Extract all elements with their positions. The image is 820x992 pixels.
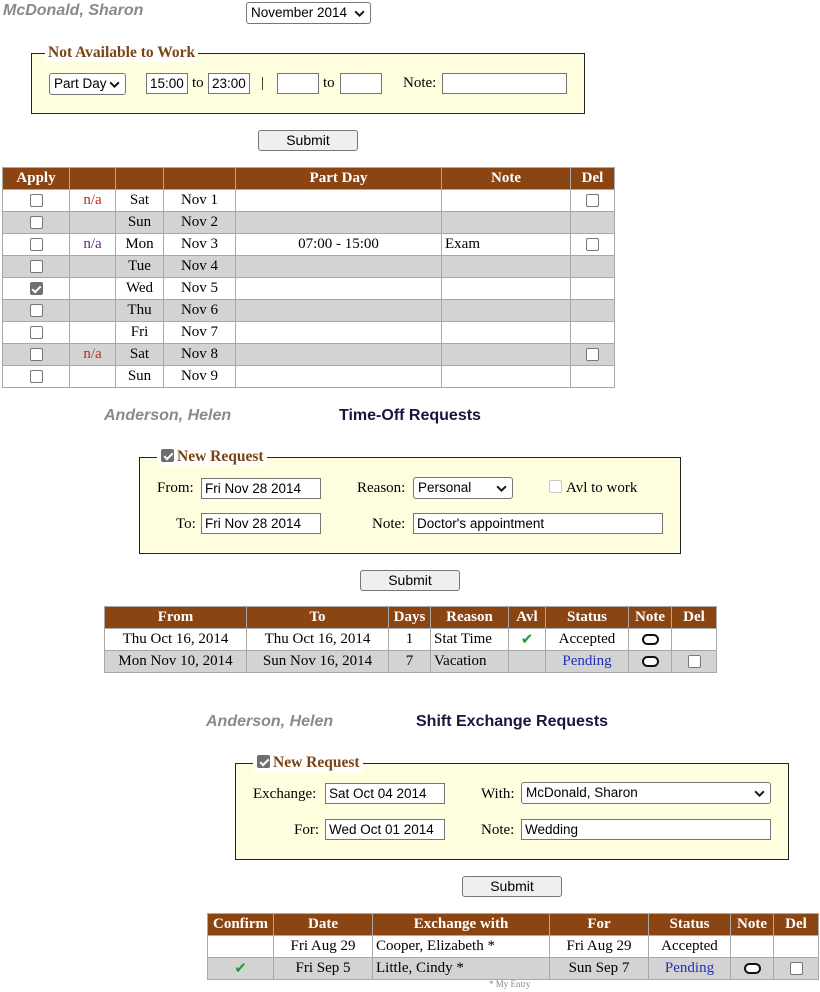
apply-checkbox[interactable] [30, 194, 43, 207]
note [442, 366, 571, 388]
apply-checkbox[interactable] [30, 238, 43, 251]
table-row [3, 234, 615, 256]
column-header-for: For [550, 914, 649, 936]
apply-checkbox[interactable] [30, 304, 43, 317]
with-employee-select[interactable] [521, 782, 771, 804]
column-header-days: Days [389, 607, 431, 629]
note [442, 300, 571, 322]
table-row [3, 300, 615, 322]
day-type-select[interactable] [49, 73, 126, 95]
to-date: Sun Nov 16, 2014 [247, 651, 389, 673]
submit-button[interactable]: Submit [258, 130, 358, 151]
availability-status: n/a [70, 190, 116, 212]
table-row [3, 344, 615, 366]
to-date-input[interactable]: Fri Nov 28 2014 [201, 513, 321, 534]
confirm-check-icon: ✔ [208, 958, 274, 980]
note [442, 256, 571, 278]
avl-to-work-label: Avl to work [566, 480, 638, 496]
reason: Stat Time [431, 629, 509, 651]
column-header-status: Status [546, 607, 629, 629]
column-header-del: Del [571, 168, 615, 190]
for-date: Fri Aug 29 [550, 936, 649, 958]
employee-name: Anderson, Helen [206, 713, 334, 730]
table-header-row [3, 168, 615, 190]
part-day [236, 190, 442, 212]
availability-table [2, 167, 615, 388]
date: Nov 7 [164, 322, 236, 344]
table-row [3, 212, 615, 234]
note-input[interactable]: Wedding [521, 819, 771, 840]
avl-to-work-checkbox[interactable] [549, 480, 562, 493]
apply-checkbox-cell [3, 190, 70, 212]
column-header-day [116, 168, 164, 190]
apply-checkbox-cell [3, 212, 70, 234]
apply-checkbox[interactable] [30, 282, 43, 295]
note-cell [731, 958, 774, 980]
note-icon[interactable] [744, 963, 761, 974]
date: Nov 6 [164, 300, 236, 322]
day-of-week: Sat [116, 344, 164, 366]
column-header-date [164, 168, 236, 190]
legend-label: New Request [177, 448, 264, 465]
column-header-date: Date [274, 914, 373, 936]
timeoff-table [104, 606, 717, 673]
employee-name: Anderson, Helen [104, 407, 232, 424]
to-time-input-2[interactable] [340, 73, 382, 94]
note [442, 322, 571, 344]
availability-status [70, 256, 116, 278]
part-day [236, 366, 442, 388]
from-time-input[interactable]: 15:00 [146, 73, 188, 94]
table-row [3, 366, 615, 388]
from-date-input[interactable]: Fri Nov 28 2014 [201, 478, 321, 499]
note: Exam [442, 234, 571, 256]
with-select-value: McDonald, Sharon [526, 785, 638, 800]
avl-check-icon: ✔ [509, 629, 546, 651]
day-of-week: Thu [116, 300, 164, 322]
submit-button[interactable]: Submit [360, 570, 460, 591]
day-of-week: Wed [116, 278, 164, 300]
employee-name: McDonald, Sharon [3, 2, 144, 19]
column-header-note: Note [442, 168, 571, 190]
date: Nov 4 [164, 256, 236, 278]
note-cell [731, 936, 774, 958]
exchange-label: Exchange: [253, 786, 317, 802]
reason: Vacation [431, 651, 509, 673]
column-header-del: Del [672, 607, 717, 629]
delete-checkbox-cell [774, 958, 819, 980]
table-row [105, 629, 717, 651]
exchange-date-input[interactable]: Sat Oct 04 2014 [325, 783, 445, 804]
days: 1 [389, 629, 431, 651]
column-header-apply: Apply [3, 168, 70, 190]
table-row [3, 256, 615, 278]
table-row [208, 936, 819, 958]
submit-button[interactable]: Submit [462, 876, 562, 897]
apply-checkbox-cell [3, 322, 70, 344]
from-label: From: [157, 480, 194, 496]
column-header-note: Note [731, 914, 774, 936]
part-day [236, 278, 442, 300]
note [442, 344, 571, 366]
delete-checkbox-cell [571, 212, 615, 234]
note-label: Note: [372, 516, 406, 532]
to-date: Thu Oct 16, 2014 [247, 629, 389, 651]
apply-checkbox-cell [3, 300, 70, 322]
to-label: to [192, 75, 204, 91]
column-header-part-day: Part Day [236, 168, 442, 190]
apply-checkbox-cell [3, 366, 70, 388]
date: Fri Sep 5 [274, 958, 373, 980]
day-of-week: Mon [116, 234, 164, 256]
days: 7 [389, 651, 431, 673]
delete-checkbox[interactable] [586, 238, 599, 251]
note [442, 190, 571, 212]
to-label: To: [176, 516, 196, 532]
new-request-legend [253, 754, 363, 772]
delete-checkbox-cell [571, 278, 615, 300]
apply-checkbox-cell [3, 234, 70, 256]
date: Nov 3 [164, 234, 236, 256]
exchange-table [207, 913, 819, 980]
section-title: Time-Off Requests [339, 407, 481, 424]
from-date: Thu Oct 16, 2014 [105, 629, 247, 651]
note-cell [629, 629, 672, 651]
date: Nov 9 [164, 366, 236, 388]
from-date: Mon Nov 10, 2014 [105, 651, 247, 673]
to-time-input[interactable]: 23:00 [208, 73, 250, 94]
table-row [3, 190, 615, 212]
day-of-week: Sun [116, 212, 164, 234]
date: Nov 2 [164, 212, 236, 234]
exchange-with: Cooper, Elizabeth * [373, 936, 550, 958]
status: Accepted [649, 936, 731, 958]
availability-table-viewport[interactable] [2, 167, 614, 384]
new-request-checkbox[interactable] [161, 449, 174, 462]
day-of-week: Tue [116, 256, 164, 278]
for-date-input[interactable]: Wed Oct 01 2014 [325, 819, 445, 840]
chevron-down-icon [753, 787, 766, 800]
to-label-2: to [323, 75, 335, 91]
note-icon[interactable] [642, 634, 659, 645]
delete-checkbox-cell [571, 300, 615, 322]
delete-checkbox[interactable] [688, 655, 701, 668]
note-input[interactable] [442, 73, 567, 94]
column-header-del: Del [774, 914, 819, 936]
part-day [236, 212, 442, 234]
delete-checkbox-cell [672, 629, 717, 651]
delete-checkbox[interactable] [790, 962, 803, 975]
footnote: * My Entry [489, 979, 531, 989]
reason-select-value: Personal [418, 480, 472, 495]
apply-checkbox-cell [3, 278, 70, 300]
part-day [236, 256, 442, 278]
table-row [208, 958, 819, 980]
column-header-status [70, 168, 116, 190]
fieldset-legend: Not Available to Work [45, 44, 198, 62]
delete-checkbox-cell [672, 651, 717, 673]
confirm-check-icon [208, 936, 274, 958]
delete-checkbox-cell [774, 936, 819, 958]
note [442, 212, 571, 234]
status: Accepted [546, 629, 629, 651]
new-request-checkbox[interactable] [257, 755, 270, 768]
availability-status [70, 366, 116, 388]
note-input[interactable]: Doctor's appointment [413, 513, 663, 534]
avl-check-icon [509, 651, 546, 673]
availability-status [70, 212, 116, 234]
status: Pending [546, 651, 629, 673]
for-label: For: [294, 822, 320, 838]
table-header-row [208, 914, 819, 936]
section-title: Shift Exchange Requests [416, 713, 609, 730]
table-row [105, 651, 717, 673]
availability-status [70, 322, 116, 344]
date: Nov 1 [164, 190, 236, 212]
note-icon[interactable] [642, 656, 659, 667]
delete-checkbox-cell [571, 322, 615, 344]
delete-checkbox-cell [571, 366, 615, 388]
apply-checkbox[interactable] [30, 370, 43, 383]
column-header-confirm: Confirm [208, 914, 274, 936]
note-label: Note: [481, 822, 515, 838]
date: Fri Aug 29 [274, 936, 373, 958]
status: Pending [649, 958, 731, 980]
apply-checkbox[interactable] [30, 326, 43, 339]
apply-checkbox-cell [3, 256, 70, 278]
availability-status: n/a [70, 344, 116, 366]
note [442, 278, 571, 300]
delete-checkbox-cell [571, 190, 615, 212]
reason-select[interactable] [413, 477, 513, 499]
column-header-reason: Reason [431, 607, 509, 629]
column-header-from: From [105, 607, 247, 629]
note-label: Note: [403, 75, 437, 91]
new-request-legend [157, 448, 267, 466]
month-select[interactable] [246, 2, 371, 24]
part-day [236, 322, 442, 344]
delete-checkbox-cell [571, 256, 615, 278]
table-header-row [105, 607, 717, 629]
delete-checkbox[interactable] [586, 194, 599, 207]
day-of-week: Sat [116, 190, 164, 212]
exchange-with: Little, Cindy * [373, 958, 550, 980]
chevron-down-icon [495, 482, 508, 495]
apply-checkbox[interactable] [30, 260, 43, 273]
column-header-exchange-with: Exchange with [373, 914, 550, 936]
separator: | [261, 75, 265, 91]
table-row [3, 322, 615, 344]
delete-checkbox-cell [571, 344, 615, 366]
column-header-to: To [247, 607, 389, 629]
apply-checkbox[interactable] [30, 216, 43, 229]
month-select-value: November 2014 [251, 5, 348, 20]
reason-label: Reason: [357, 480, 406, 496]
table-row [3, 278, 615, 300]
chevron-down-icon [353, 7, 366, 20]
availability-status: n/a [70, 234, 116, 256]
date: Nov 8 [164, 344, 236, 366]
part-day: 07:00 - 15:00 [236, 234, 442, 256]
column-header-status: Status [649, 914, 731, 936]
legend-label: New Request [273, 754, 360, 771]
column-header-note: Note [629, 607, 672, 629]
day-of-week: Fri [116, 322, 164, 344]
delete-checkbox-cell [571, 234, 615, 256]
with-label: With: [481, 786, 515, 802]
chevron-down-icon [108, 78, 121, 91]
from-time-input-2[interactable] [277, 73, 319, 94]
column-header-avl: Avl [509, 607, 546, 629]
day-type-value: Part Day [54, 76, 107, 91]
apply-checkbox[interactable] [30, 348, 43, 361]
new-request-fieldset [139, 457, 681, 554]
exchange-request-fieldset [235, 763, 789, 860]
note-cell [629, 651, 672, 673]
date: Nov 5 [164, 278, 236, 300]
day-of-week: Sun [116, 366, 164, 388]
part-day [236, 344, 442, 366]
availability-status [70, 300, 116, 322]
for-date: Sun Sep 7 [550, 958, 649, 980]
delete-checkbox[interactable] [586, 348, 599, 361]
apply-checkbox-cell [3, 344, 70, 366]
part-day [236, 300, 442, 322]
availability-status [70, 278, 116, 300]
